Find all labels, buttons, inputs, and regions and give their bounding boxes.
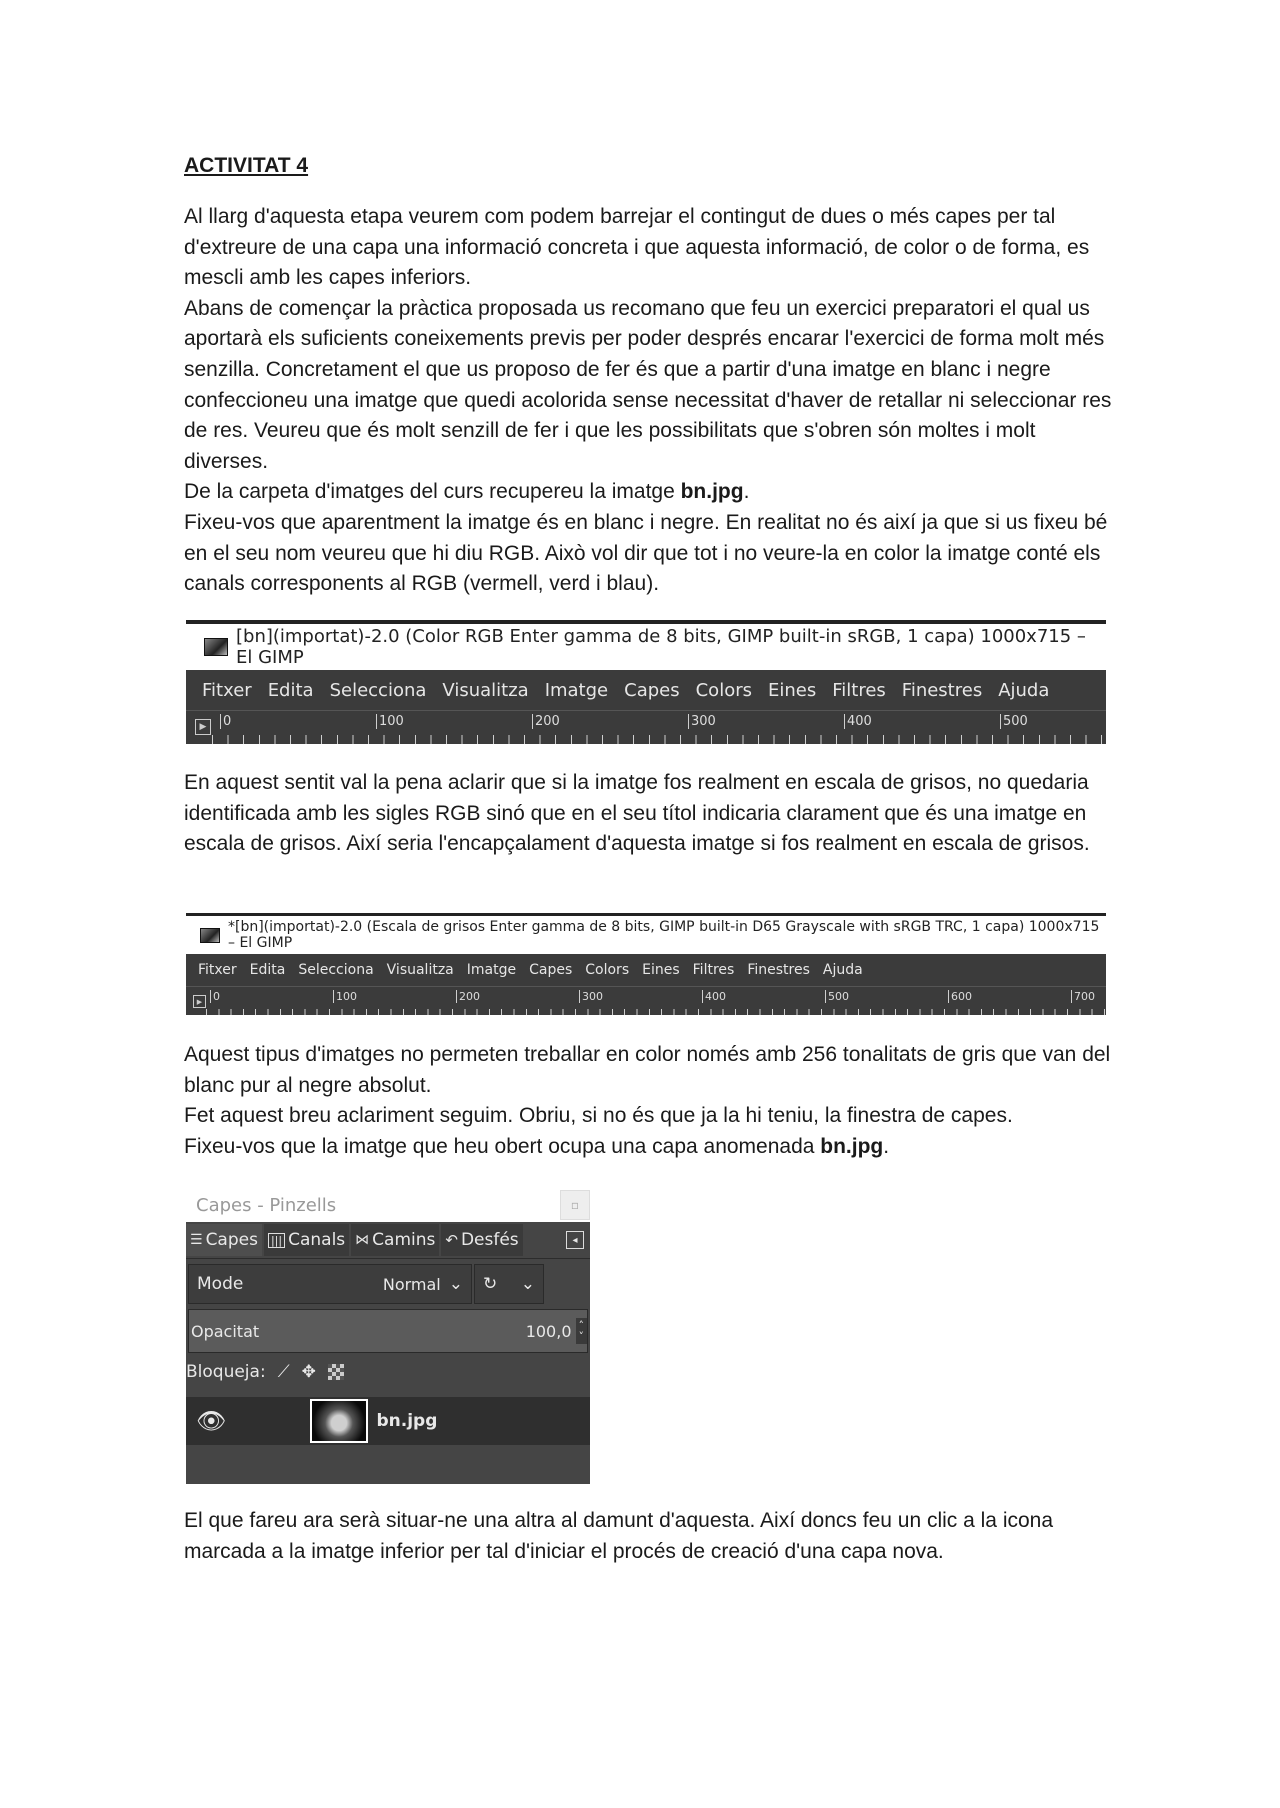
reset-icon: ↻ bbox=[483, 1274, 498, 1294]
layers-icon: ☰ bbox=[190, 1232, 203, 1248]
tab-undo[interactable] bbox=[441, 1224, 522, 1256]
opacity-spinner[interactable] bbox=[188, 1309, 588, 1353]
dock-close-icon[interactable]: ▫ bbox=[560, 1190, 590, 1220]
lock-alpha-icon[interactable] bbox=[328, 1364, 344, 1380]
menu-item-visualitza[interactable]: Visualitza bbox=[442, 679, 529, 701]
tab-paths[interactable] bbox=[351, 1224, 439, 1256]
ruler-label: 100 bbox=[376, 714, 404, 729]
ruler-label: 500 bbox=[825, 990, 849, 1003]
menu-bar bbox=[186, 954, 1106, 986]
text-segment: . bbox=[883, 1134, 890, 1158]
paragraph-intro: Al llarg d'aquesta etapa veurem com podem barrejar el contingut de dues o més capes per tal d'extreure de una capa una informació concreta i que aquesta informació, de color o de forma, es mescli amb les capes inferiors. bbox=[184, 205, 1090, 290]
tab-label: Desfés bbox=[460, 1230, 519, 1250]
lock-label: Bloqueja: bbox=[186, 1362, 266, 1382]
activity-heading: ACTIVITAT 4 bbox=[184, 154, 309, 177]
window-titlebar bbox=[186, 620, 1106, 670]
menu-item-selecciona[interactable]: Selecciona bbox=[329, 679, 427, 701]
ruler-label: 100 bbox=[333, 990, 357, 1003]
menu-item-visualitza[interactable]: Visualitza bbox=[386, 962, 454, 978]
menu-item-fitxer[interactable]: Fitxer bbox=[202, 679, 252, 701]
tab-label: Camins bbox=[372, 1230, 436, 1250]
ruler-label: 600 bbox=[948, 990, 972, 1003]
menu-item-eines[interactable]: Eines bbox=[642, 962, 680, 978]
ruler-label: 700 bbox=[1071, 990, 1095, 1003]
menu-item-selecciona[interactable]: Selecciona bbox=[298, 962, 374, 978]
ruler-label: 300 bbox=[579, 990, 603, 1003]
channels-icon: ||| bbox=[268, 1233, 285, 1248]
menu-item-capes[interactable]: Capes bbox=[529, 962, 573, 978]
opacity-value: 100,0 bbox=[525, 1321, 572, 1341]
document-body bbox=[184, 152, 1114, 600]
ruler-label: 400 bbox=[844, 714, 872, 729]
gimp-app-icon bbox=[204, 638, 228, 656]
mode-value: Normal bbox=[382, 1274, 441, 1294]
tab-label: Capes bbox=[205, 1230, 258, 1250]
tab-label: Canals bbox=[288, 1230, 346, 1250]
horizontal-ruler[interactable] bbox=[186, 986, 1106, 1015]
tab-channels[interactable] bbox=[264, 1224, 349, 1256]
horizontal-ruler[interactable] bbox=[186, 710, 1106, 744]
chevron-down-icon: ⌄ bbox=[520, 1274, 535, 1294]
mode-label: Mode bbox=[197, 1274, 244, 1294]
gimp-app-icon bbox=[200, 928, 220, 943]
layers-dock-panel bbox=[186, 1188, 590, 1484]
menu-item-edita[interactable]: Edita bbox=[249, 962, 286, 978]
paragraph-rgb-note: Fixeu-vos que aparentment la imatge és en blanc i negre. En realitat no és així ja que si us fixeu bé en el seu nom veureu que hi diu RGB. Això vol dir que tot i no veure-la en color la imatge conté els canals corresponents al RGB (vermell, verd i blau). bbox=[184, 510, 1108, 596]
lock-row bbox=[186, 1353, 590, 1391]
paragraph-layer-name bbox=[184, 1132, 1114, 1163]
paragraph-grayscale-limits: Aquest tipus d'imatges no permeten treballar en color només amb 256 tonalitats de gris que van del blanc pur al negre absolut. bbox=[184, 1043, 1111, 1097]
lock-position-icon[interactable]: ✥ bbox=[301, 1362, 316, 1382]
ruler-play-icon[interactable]: ▶ bbox=[195, 719, 211, 735]
menu-bar bbox=[186, 670, 1106, 710]
mode-reset-select[interactable] bbox=[474, 1264, 544, 1304]
window-title: [bn](importat)-2.0 (Color RGB Enter gamma de 8 bits, GIMP built-in sRGB, 1 capa) 1000x715 – El GIMP bbox=[236, 626, 1086, 668]
paths-icon: ⋈ bbox=[355, 1232, 370, 1248]
paragraph-grayscale-explanation: En aquest sentit val la pena aclarir que si la imatge fos realment en escala de grisos, no quedaria identificada amb les sigles RGB sinó que en el seu títol indicaria clarament que és una imatge en escala de grisos. Així seria l'encapçalament d'aquesta imatge si fos realment en escala de grisos. bbox=[184, 771, 1090, 856]
layer-thumbnail bbox=[310, 1399, 368, 1443]
menu-item-capes[interactable]: Capes bbox=[624, 679, 680, 701]
menu-item-imatge[interactable]: Imatge bbox=[544, 679, 609, 701]
menu-item-filtres[interactable]: Filtres bbox=[692, 962, 735, 978]
menu-item-fitxer[interactable]: Fitxer bbox=[198, 962, 237, 978]
opacity-label: Opacitat bbox=[191, 1321, 260, 1341]
menu-item-finestres[interactable]: Finestres bbox=[901, 679, 983, 701]
chevron-down-icon: ⌄ bbox=[448, 1274, 463, 1294]
text-segment: . bbox=[743, 480, 750, 504]
spin-arrows-icon[interactable]: ˄ ˅ bbox=[576, 1318, 588, 1344]
menu-item-ajuda[interactable]: Ajuda bbox=[998, 679, 1050, 701]
menu-item-colors[interactable]: Colors bbox=[695, 679, 752, 701]
ruler-ticks bbox=[206, 1009, 1106, 1015]
filename-bold: bn.jpg bbox=[820, 1134, 884, 1158]
dock-title: Capes - Pinzells bbox=[196, 1194, 337, 1216]
dock-tabs bbox=[186, 1222, 590, 1259]
tab-layers[interactable] bbox=[186, 1224, 262, 1256]
ruler-label: 0 bbox=[210, 990, 220, 1003]
tab-menu-icon[interactable]: ◂ bbox=[566, 1231, 584, 1249]
eye-visibility-icon[interactable]: 👁 bbox=[196, 1407, 227, 1435]
paragraph-new-layer: El que fareu ara serà situar-ne una altra al damunt d'aquesta. Així doncs feu un clic a la icona marcada a la imatge inferior per tal d'iniciar el procés de creació d'una capa nova. bbox=[184, 1509, 1054, 1563]
menu-item-imatge[interactable]: Imatge bbox=[466, 962, 517, 978]
menu-item-filtres[interactable]: Filtres bbox=[832, 679, 886, 701]
ruler-label: 500 bbox=[1000, 714, 1028, 729]
menu-item-finestres[interactable]: Finestres bbox=[747, 962, 810, 978]
dock-titlebar bbox=[186, 1188, 590, 1222]
layer-name[interactable]: bn.jpg bbox=[376, 1411, 438, 1431]
paragraph-preparatory: Abans de començar la pràctica proposada us recomano que feu un exercici preparatori el qual us aportarà els suficients coneixements previs per poder després encarar l'exercici de forma molt més senzilla. Concretament el que us proposo de fer és que a partir d'una imatge en blanc i negre confeccioneu una imatge que quedi acolorida sense necessitat d'haver de retallar ni seleccionar res de res. Veureu que és molt senzill de fer i que les possibilitats que s'obren són moltes i molt diverses. bbox=[184, 296, 1112, 473]
window-title: *[bn](importat)-2.0 (Escala de grisos Enter gamma de 8 bits, GIMP built-in D65 Grayscale with sRGB TRC, 1 capa) 1000x715 – El GIMP bbox=[228, 919, 1100, 951]
ruler-label: 200 bbox=[532, 714, 560, 729]
menu-item-ajuda[interactable]: Ajuda bbox=[822, 962, 863, 978]
ruler-ticks bbox=[212, 735, 1106, 744]
ruler-label: 400 bbox=[702, 990, 726, 1003]
menu-item-edita[interactable]: Edita bbox=[267, 679, 314, 701]
ruler-label: 300 bbox=[688, 714, 716, 729]
ruler-label: 0 bbox=[220, 714, 231, 729]
text-segment: De la carpeta d'imatges del curs recupereu la imatge bbox=[184, 480, 681, 504]
gimp-window-rgb bbox=[186, 620, 1106, 744]
window-titlebar bbox=[186, 913, 1106, 954]
undo-icon: ↶ bbox=[445, 1231, 458, 1249]
menu-item-eines[interactable]: Eines bbox=[767, 679, 817, 701]
paragraph-retrieve-image bbox=[184, 477, 1114, 508]
menu-item-colors[interactable]: Colors bbox=[585, 962, 630, 978]
gimp-window-grayscale bbox=[186, 913, 1106, 1015]
text-segment: Fixeu-vos que la imatge que heu obert ocupa una capa anomenada bbox=[184, 1134, 821, 1158]
ruler-label: 200 bbox=[456, 990, 480, 1003]
layer-row[interactable] bbox=[186, 1397, 590, 1445]
paragraph-open-layers: Fet aquest breu aclariment seguim. Obriu, si no és que ja la hi teniu, la finestra de capes. bbox=[184, 1104, 1013, 1128]
mode-select[interactable] bbox=[188, 1264, 472, 1304]
filename-bold: bn.jpg bbox=[680, 480, 744, 504]
lock-pixels-icon[interactable]: ⟋ bbox=[277, 1362, 290, 1382]
ruler-play-icon[interactable]: ▶ bbox=[193, 995, 206, 1008]
